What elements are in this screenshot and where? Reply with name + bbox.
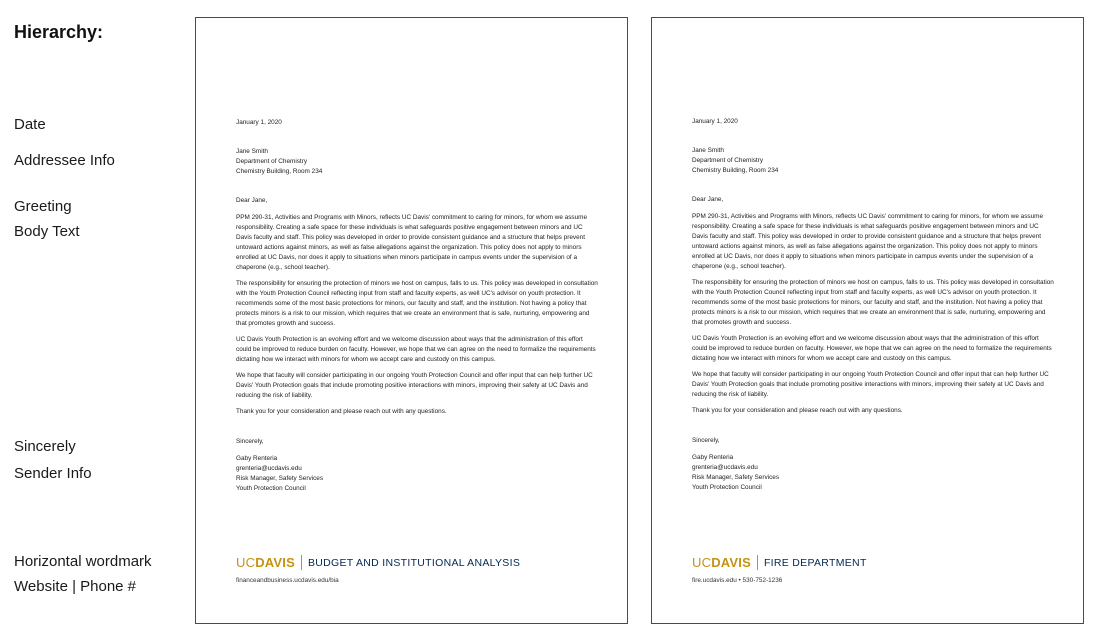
hierarchy-title: Hierarchy: xyxy=(14,22,104,42)
addressee-department: Department of Chemistry xyxy=(236,158,308,165)
wordmark-divider xyxy=(301,555,302,570)
addressee-name: Jane Smith xyxy=(692,147,724,154)
label-website: Website | Phone # xyxy=(14,578,137,595)
addressee-location: Chemistry Building, Room 234 xyxy=(692,167,779,174)
sender-org: Youth Protection Council xyxy=(692,484,762,491)
label-sincerely: Sincerely xyxy=(14,438,76,455)
letter-page-fire xyxy=(651,17,1084,624)
addressee-block xyxy=(692,146,778,176)
sincerely: Sincerely, xyxy=(692,437,720,444)
body-text xyxy=(692,212,1054,422)
ucdavis-logo: UCDAVIS xyxy=(692,555,751,570)
body-paragraph: The responsibility for ensuring the protection of minors we host on campus, falls to us. This policy was developed in consultation with the Youth Protection Council reflecting input from staff and faculty experts, as well UC's advisor on youth protection. It recommends some of the most basic protections for minors, our faculty and staff, and the institution. Not having a policy that protects minors is a risk to our mission, which requires that we create an environment that is safe, nurturing, empowering and that promotes growth and success. xyxy=(692,279,1054,326)
body-paragraph: PPM 290-31, Activities and Programs with Minors, reflects UC Davis' commitment to caring for minors, for whom we assume responsibility. Creating a safe space for these individuals is what safeguards positive engagement between minors and UC Davis faculty and staff. This policy was developed in order to provide consistent guidance and a structure that helps prevent untoward actions against minors, as well as false allegations against the organization. This policy does not apply to minors enrolled at UC Davis, nor does it apply to situations when minors participate in campus events under the supervision of a chaperone (e.g., school teacher). xyxy=(692,213,1044,270)
label-addressee: Addressee Info xyxy=(14,152,115,169)
body-text xyxy=(236,213,598,423)
sincerely: Sincerely, xyxy=(236,438,264,445)
sender-name: Gaby Renteria xyxy=(236,455,278,462)
letter-date: January 1, 2020 xyxy=(236,119,282,126)
body-paragraph: UC Davis Youth Protection is an evolving effort and we welcome discussion about ways that the administration of this effort could be improved to reduce burden on faculty. However, we hope that we can agree on the need to formalize the requirements dictating how we interact with minors for whom we accept care and custody on this campus. xyxy=(236,336,596,363)
body-paragraph: The responsibility for ensuring the protection of minors we host on campus, falls to us. This policy was developed in consultation with the Youth Protection Council reflecting input from staff and faculty experts, as well UC's advisor on youth protection. It recommends some of the most basic protections for minors, our faculty and staff, and the institution. Not having a policy that protects minors is a risk to our mission, which requires that we create an environment that is safe, nurturing, empowering and that promotes growth and success. xyxy=(236,280,598,327)
body-paragraph: PPM 290-31, Activities and Programs with Minors, reflects UC Davis' commitment to caring for minors, for whom we assume responsibility. Creating a safe space for these individuals is what safeguards positive engagement between minors and UC Davis faculty and staff. This policy was developed in order to provide consistent guidance and a structure that helps prevent untoward actions against minors, as well as false allegations against the organization. This policy does not apply to minors enrolled at UC Davis, nor does it apply to situations when minors participate in campus events under the supervision of a chaperone (e.g., school teacher). xyxy=(236,214,588,271)
sender-title: Risk Manager, Safety Services xyxy=(236,475,324,482)
sender-block xyxy=(236,454,323,494)
ucdavis-logo: UCDAVIS xyxy=(236,555,295,570)
body-paragraph: We hope that faculty will consider participating in our ongoing Youth Protection Council and offer input that can help further UC Davis' Youth Protection goals that include promoting positive interactions with minors, improving their safety at UC Davis and reducing the risk of liability. xyxy=(236,372,593,399)
addressee-department: Department of Chemistry xyxy=(692,157,764,164)
sender-org: Youth Protection Council xyxy=(236,485,306,492)
sender-title: Risk Manager, Safety Services xyxy=(692,474,780,481)
greeting: Dear Jane, xyxy=(236,197,268,204)
sender-block xyxy=(692,453,779,493)
label-sender: Sender Info xyxy=(14,465,92,482)
unit-name: BUDGET AND INSTITUTIONAL ANALYSIS xyxy=(307,556,521,569)
unit-name: FIRE DEPARTMENT xyxy=(763,556,867,569)
label-body: Body Text xyxy=(14,223,80,240)
body-paragraph: Thank you for your consideration and please reach out with any questions. xyxy=(692,407,903,414)
label-wordmark: Horizontal wordmark xyxy=(14,553,152,570)
body-paragraph: Thank you for your consideration and please reach out with any questions. xyxy=(236,408,447,415)
body-paragraph: UC Davis Youth Protection is an evolving effort and we welcome discussion about ways that the administration of this effort could be improved to reduce burden on faculty. However, we hope that we can agree on the need to formalize the requirements dictating how we interact with minors for whom we accept care and custody on this campus. xyxy=(692,335,1052,362)
website-phone: fire.ucdavis.edu • 530-752-1236 xyxy=(692,577,783,584)
letter-page-bia xyxy=(195,17,628,624)
addressee-block xyxy=(236,147,322,177)
label-date: Date xyxy=(14,116,46,133)
label-greeting: Greeting xyxy=(14,198,72,215)
horizontal-wordmark xyxy=(236,555,520,570)
website-phone: financeandbusiness.ucdavis.edu/bia xyxy=(236,577,339,584)
sender-email: grenteria@ucdavis.edu xyxy=(692,464,758,471)
sender-email: grenteria@ucdavis.edu xyxy=(236,465,302,472)
letter-date: January 1, 2020 xyxy=(692,118,738,125)
greeting: Dear Jane, xyxy=(692,196,724,203)
wordmark-divider xyxy=(757,555,758,570)
horizontal-wordmark xyxy=(692,555,867,570)
body-paragraph: We hope that faculty will consider participating in our ongoing Youth Protection Council and offer input that can help further UC Davis' Youth Protection goals that include promoting positive interactions with minors, improving their safety at UC Davis and reducing the risk of liability. xyxy=(692,371,1049,398)
sender-name: Gaby Renteria xyxy=(692,454,734,461)
addressee-location: Chemistry Building, Room 234 xyxy=(236,168,323,175)
addressee-name: Jane Smith xyxy=(236,148,268,155)
